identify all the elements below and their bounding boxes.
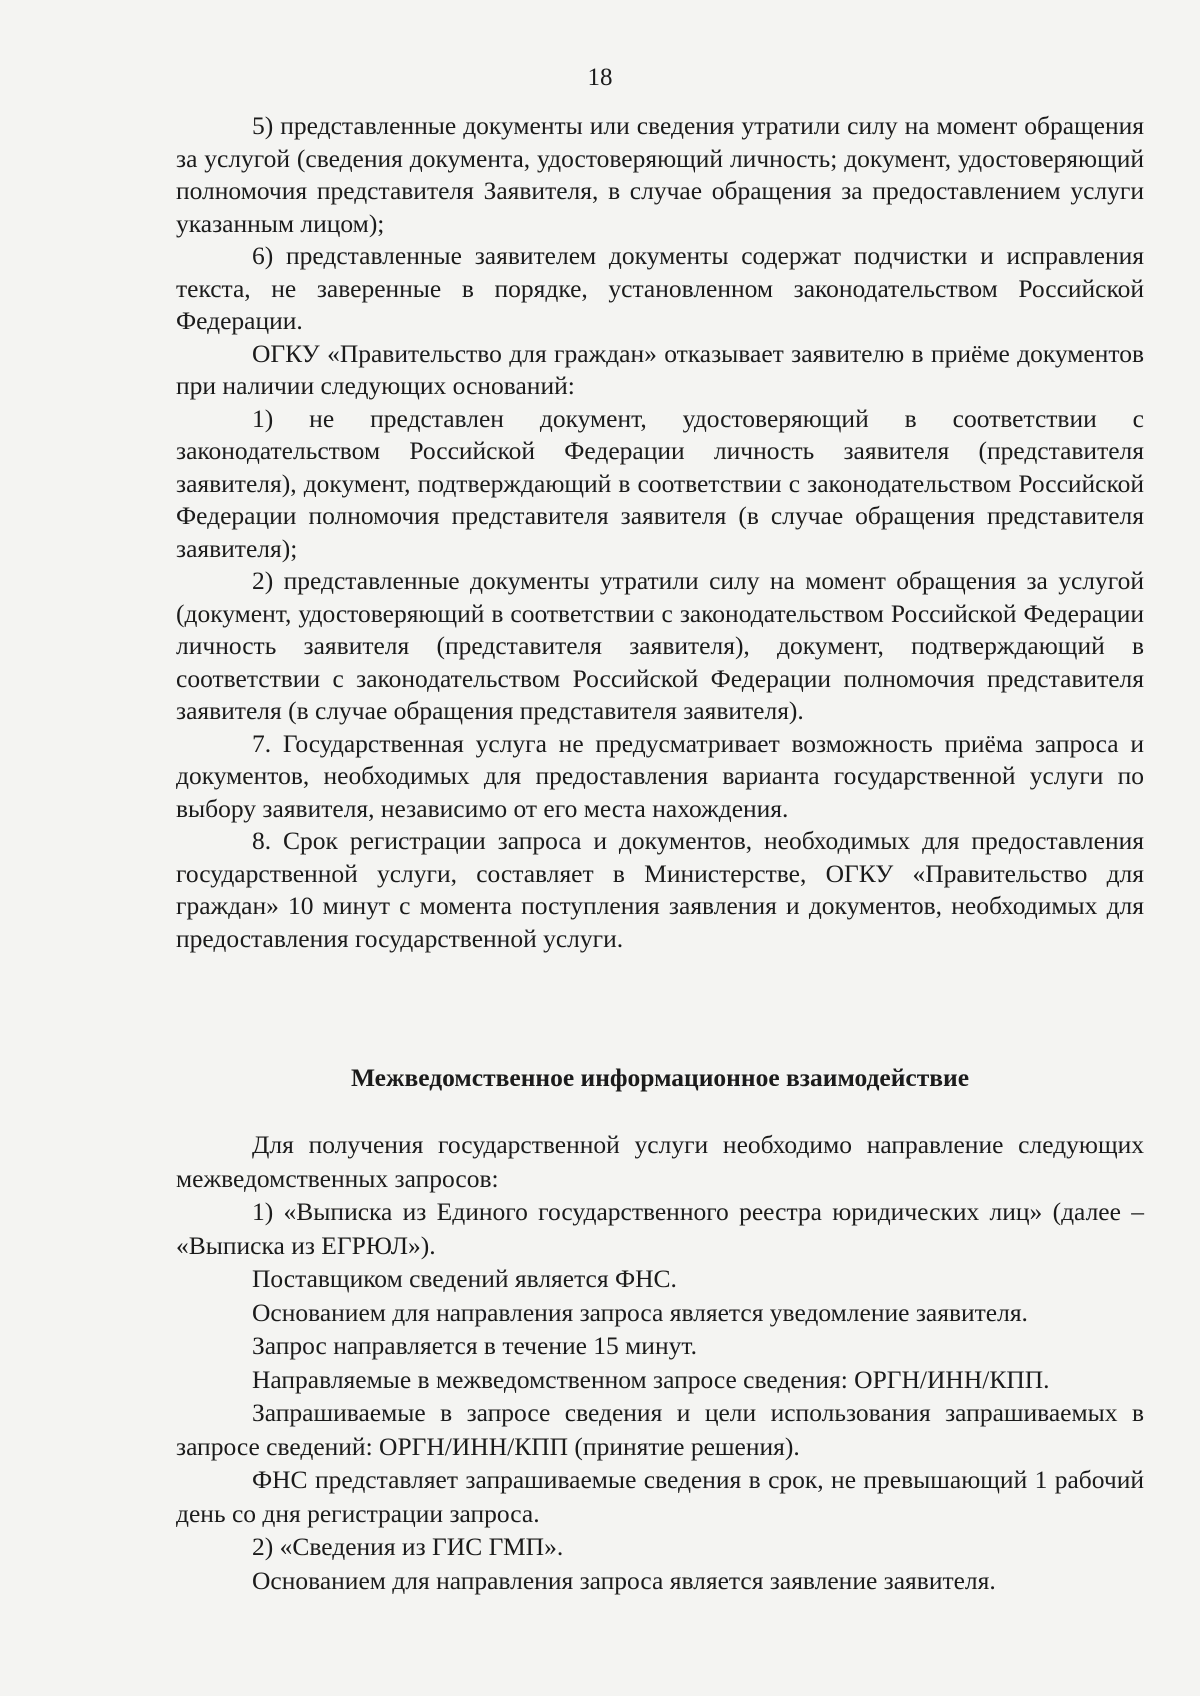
paragraph-request-1: 1) «Выписка из Единого государственного реестра юридических лиц» (далее – «Выписка из ЕГРЮЛ»). [176, 1197, 1144, 1260]
paragraph-refusal-2: 2) представленные документы утратили силу на момент обращения за услугой (документ, удостоверяющий в соответствии с законодательством Российской Федерации личность заявителя (представителя заявителя), документ, подтверждающий в соответствии с законодательством Российской Федерации полномочия представителя заявителя (в случае обращения представителя заявителя). [176, 566, 1144, 725]
paragraph-sent-data: Направляемые в межведомственном запросе сведения: ОРГН/ИНН/КПП. [252, 1364, 1050, 1394]
paragraph-refusal-1: 1) не представлен документ, удостоверяющий в соответствии с законодательством Российской Федерации личность заявителя (представителя заявителя), документ, подтверждающий в соответствии с законодательством Российской Федерации полномочия представителя заявителя (в случае обращения представителя заявителя); [176, 403, 1144, 563]
paragraph-clause-8: 8. Срок регистрации запроса и документов, необходимых для предоставления государственной услуги, составляет в Министерстве, ОГКУ «Правительство для граждан» 10 минут с момента поступления заявления и документов, необходимых для предоставления государственной услуги. [176, 826, 1144, 953]
paragraph-timing: Запрос направляется в течение 15 минут. [252, 1331, 697, 1360]
paragraph-requested-data: Запрашиваемые в запросе сведения и цели использования запрашиваемых в запросе сведений: ОРГН/ИНН/КПП (принятие решения). [176, 1398, 1144, 1461]
paragraph-item-5: 5) представленные документы или сведения утратили силу на момент обращения за услугой (сведения документа, удостоверяющий личность; документ, удостоверяющий полномочия представителя Заявителя, в случае обращения за предоставлением услуги указанным лицом); [176, 111, 1144, 238]
paragraph-clause-7: 7. Государственная услуга не предусматривает возможность приёма запроса и документов, необходимых для предоставления варианта государственной услуги по выбору заявителя, независимо от его места нахождения. [176, 728, 1144, 823]
section-title: Межведомственное информационное взаимодействие [350, 1063, 970, 1092]
paragraph-item-6: 6) представленные заявителем документы содержат подчистки и исправления текста, не заверенные в порядке, установленном законодательством Российской Федерации. [176, 241, 1144, 335]
paragraph-requests-intro: Для получения государственной услуги необходимо направление следующих межведомственных запросов: [176, 1130, 1144, 1193]
paragraph-provider: Поставщиком сведений является ФНС. [252, 1264, 677, 1293]
interagency-section [176, 1128, 1144, 1597]
paragraph-refusal-intro: ОГКУ «Правительство для граждан» отказывает заявителю в приёме документов при наличии следующих оснований: [176, 338, 1144, 400]
document-body [176, 110, 1144, 955]
paragraph-basis-2: Основанием для направления запроса является заявление заявителя. [252, 1565, 996, 1595]
paragraph-basis: Основанием для направления запроса является уведомление заявителя. [252, 1297, 1028, 1327]
paragraph-fns-deadline: ФНС представляет запрашиваемые сведения в срок, не превышающий 1 рабочий день со дня регистрации запроса. [176, 1465, 1144, 1528]
paragraph-request-2: 2) «Сведения из ГИС ГМП». [252, 1532, 564, 1561]
page-number: 18 [587, 64, 613, 91]
